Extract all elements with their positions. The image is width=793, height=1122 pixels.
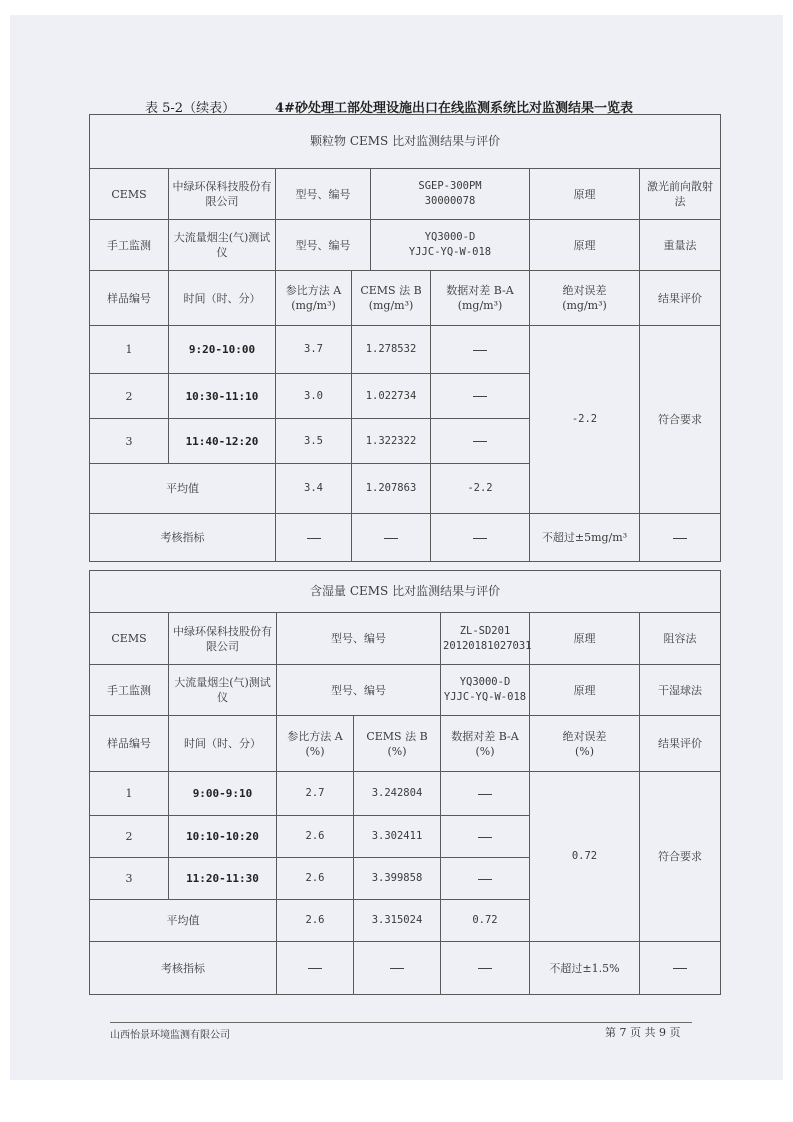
average-b: 3.315024 <box>354 900 441 942</box>
cems-info-row <box>90 613 721 665</box>
average-a: 2.6 <box>277 900 354 942</box>
header-unit: (%) <box>475 744 495 758</box>
model-line-1: YQ3000-D <box>459 676 511 688</box>
abs-error-value: -2.2 <box>530 326 640 514</box>
value-a: 3.5 <box>276 419 352 464</box>
header-time: 时间（时、分） <box>169 716 277 772</box>
model-line-1: ZL-SD201 <box>459 624 511 637</box>
sample-no: 2 <box>90 374 169 419</box>
model-line-1: SGEP-300PM <box>418 180 482 192</box>
model-line-2: 20120181027031 <box>443 639 532 652</box>
value-diff <box>441 858 530 900</box>
model-label: 型号、编号 <box>277 665 441 716</box>
header-diff <box>441 716 530 772</box>
header-unit: (mg/m³) <box>457 299 503 312</box>
manual-instrument: 大流量烟尘(气)测试仪 <box>169 665 277 716</box>
value-a: 2.7 <box>277 772 354 816</box>
footer-company: 山西怡景环境监测有限公司 <box>110 1030 230 1041</box>
sample-time: 9:00-9:10 <box>169 772 277 816</box>
criteria-a <box>276 514 352 562</box>
manual-principle: 重量法 <box>640 220 721 271</box>
footer-divider <box>110 1022 692 1023</box>
header-unit: (mg/m³) <box>291 299 336 312</box>
header-text: CEMS 法 B <box>360 284 422 297</box>
manual-model <box>441 665 530 716</box>
section-title: 颗粒物 CEMS 比对监测结果与评价 <box>90 115 721 169</box>
cems-maker: 中绿环保科技股份有限公司 <box>169 169 276 220</box>
criteria-b <box>354 942 441 995</box>
table-title: 4#砂处理工部处理设施出口在线监测系统比对监测结果一览表 <box>275 101 633 116</box>
criteria-abs-err: 不超过±5mg/m³ <box>530 514 640 562</box>
dash-icon <box>673 538 687 539</box>
sample-no: 1 <box>90 326 169 374</box>
dash-icon <box>384 538 398 539</box>
principle-label: 原理 <box>530 613 640 665</box>
result-value: 符合要求 <box>640 326 721 514</box>
dash-icon <box>308 968 322 969</box>
table-number: 表 5-2（续表） <box>145 101 236 116</box>
dash-icon <box>478 837 492 838</box>
header-abs-err <box>530 716 640 772</box>
criteria-result <box>640 514 721 562</box>
header-text: 绝对误差 <box>562 729 607 743</box>
cems-principle: 阻容法 <box>640 613 721 665</box>
dash-icon <box>473 538 487 539</box>
header-unit: (mg/m³) <box>562 299 607 312</box>
value-diff <box>431 326 530 374</box>
header-result: 结果评价 <box>640 716 721 772</box>
table-row <box>90 326 721 374</box>
manual-info-row <box>90 220 721 271</box>
sample-no: 1 <box>90 772 169 816</box>
header-row <box>90 716 721 772</box>
dash-icon <box>473 350 487 351</box>
manual-model <box>371 220 530 271</box>
header-text: 绝对误差 <box>562 284 607 297</box>
dash-icon <box>390 968 404 969</box>
criteria-diff <box>441 942 530 995</box>
criteria-a <box>277 942 354 995</box>
criteria-diff <box>431 514 530 562</box>
value-diff <box>431 419 530 464</box>
dash-icon <box>478 794 492 795</box>
cems-label: CEMS <box>90 613 169 665</box>
header-diff <box>431 271 530 326</box>
header-method-a <box>277 716 354 772</box>
dash-icon <box>478 968 492 969</box>
sample-time: 10:30-11:10 <box>169 374 276 419</box>
moisture-table <box>89 570 721 995</box>
header-cems-b <box>352 271 431 326</box>
value-b: 1.322322 <box>352 419 431 464</box>
value-b: 1.022734 <box>352 374 431 419</box>
header-unit: (%) <box>574 744 595 758</box>
average-b: 1.207863 <box>352 464 431 514</box>
criteria-b <box>352 514 431 562</box>
header-result: 结果评价 <box>640 271 721 326</box>
cems-label: CEMS <box>90 169 169 220</box>
manual-label: 手工监测 <box>90 220 169 271</box>
header-sample-no: 样品编号 <box>90 271 169 326</box>
header-text: CEMS 法 B <box>366 729 428 743</box>
criteria-abs-err: 不超过±1.5% <box>530 942 640 995</box>
dash-icon <box>478 879 492 880</box>
average-label: 平均值 <box>90 900 277 942</box>
criteria-label: 考核指标 <box>90 942 277 995</box>
header-text: 参比方法 A <box>285 284 342 297</box>
value-a: 2.6 <box>277 816 354 858</box>
sample-no: 3 <box>90 858 169 900</box>
value-a: 2.6 <box>277 858 354 900</box>
header-method-a <box>276 271 352 326</box>
particulate-table <box>89 114 721 562</box>
sample-time: 10:10-10:20 <box>169 816 277 858</box>
header-sample-no: 样品编号 <box>90 716 169 772</box>
header-time: 时间（时、分） <box>169 271 276 326</box>
sample-time: 11:40-12:20 <box>169 419 276 464</box>
model-line-1: YQ3000-D <box>424 231 476 243</box>
header-unit: (%) <box>387 744 407 758</box>
value-b: 3.302411 <box>354 816 441 858</box>
criteria-label: 考核指标 <box>90 514 276 562</box>
value-a: 3.0 <box>276 374 352 419</box>
criteria-row <box>90 942 721 995</box>
criteria-row <box>90 514 721 562</box>
dash-icon <box>673 968 687 969</box>
sample-time: 11:20-11:30 <box>169 858 277 900</box>
manual-label: 手工监测 <box>90 665 169 716</box>
average-diff: 0.72 <box>441 900 530 942</box>
principle-label: 原理 <box>530 665 640 716</box>
value-diff <box>441 816 530 858</box>
header-row <box>90 271 721 326</box>
value-diff <box>431 374 530 419</box>
manual-instrument: 大流量烟尘(气)测试仪 <box>169 220 276 271</box>
sample-no: 3 <box>90 419 169 464</box>
manual-principle: 干湿球法 <box>640 665 721 716</box>
header-cems-b <box>354 716 441 772</box>
average-label: 平均值 <box>90 464 276 514</box>
result-value: 符合要求 <box>640 772 721 942</box>
header-text: 数据对差 B-A <box>446 284 514 297</box>
sample-no: 2 <box>90 816 169 858</box>
header-text: 参比方法 A <box>287 729 343 743</box>
model-line-2: YJJC-YQ-W-018 <box>443 691 527 703</box>
model-label: 型号、编号 <box>276 169 371 220</box>
cems-principle: 激光前向散射法 <box>640 169 721 220</box>
header-unit: (mg/m³) <box>368 299 414 312</box>
model-label: 型号、编号 <box>277 613 441 665</box>
manual-info-row <box>90 665 721 716</box>
section-title: 含湿量 CEMS 比对监测结果与评价 <box>90 571 721 613</box>
value-b: 3.242804 <box>354 772 441 816</box>
principle-label: 原理 <box>530 220 640 271</box>
model-line-2: 30000078 <box>424 195 476 207</box>
table-row <box>90 772 721 816</box>
principle-label: 原理 <box>530 169 640 220</box>
dash-icon <box>307 538 321 539</box>
average-diff: -2.2 <box>431 464 530 514</box>
value-b: 1.278532 <box>352 326 431 374</box>
cems-info-row <box>90 169 721 220</box>
dash-icon <box>473 396 487 397</box>
model-label: 型号、编号 <box>276 220 371 271</box>
average-a: 3.4 <box>276 464 352 514</box>
value-a: 3.7 <box>276 326 352 374</box>
header-abs-err <box>530 271 640 326</box>
cems-model <box>441 613 530 665</box>
header-unit: (%) <box>305 744 325 758</box>
model-line-2: YJJC-YQ-W-018 <box>408 246 492 258</box>
footer-page-number: 第 7 页 共 9 页 <box>605 1026 681 1039</box>
cems-maker: 中绿环保科技股份有限公司 <box>169 613 277 665</box>
value-b: 3.399858 <box>354 858 441 900</box>
criteria-result <box>640 942 721 995</box>
header-text: 数据对差 B-A <box>451 729 519 743</box>
abs-error-value: 0.72 <box>530 772 640 942</box>
dash-icon <box>473 441 487 442</box>
table-caption <box>0 97 793 115</box>
cems-model <box>371 169 530 220</box>
value-diff <box>441 772 530 816</box>
sample-time: 9:20-10:00 <box>169 326 276 374</box>
